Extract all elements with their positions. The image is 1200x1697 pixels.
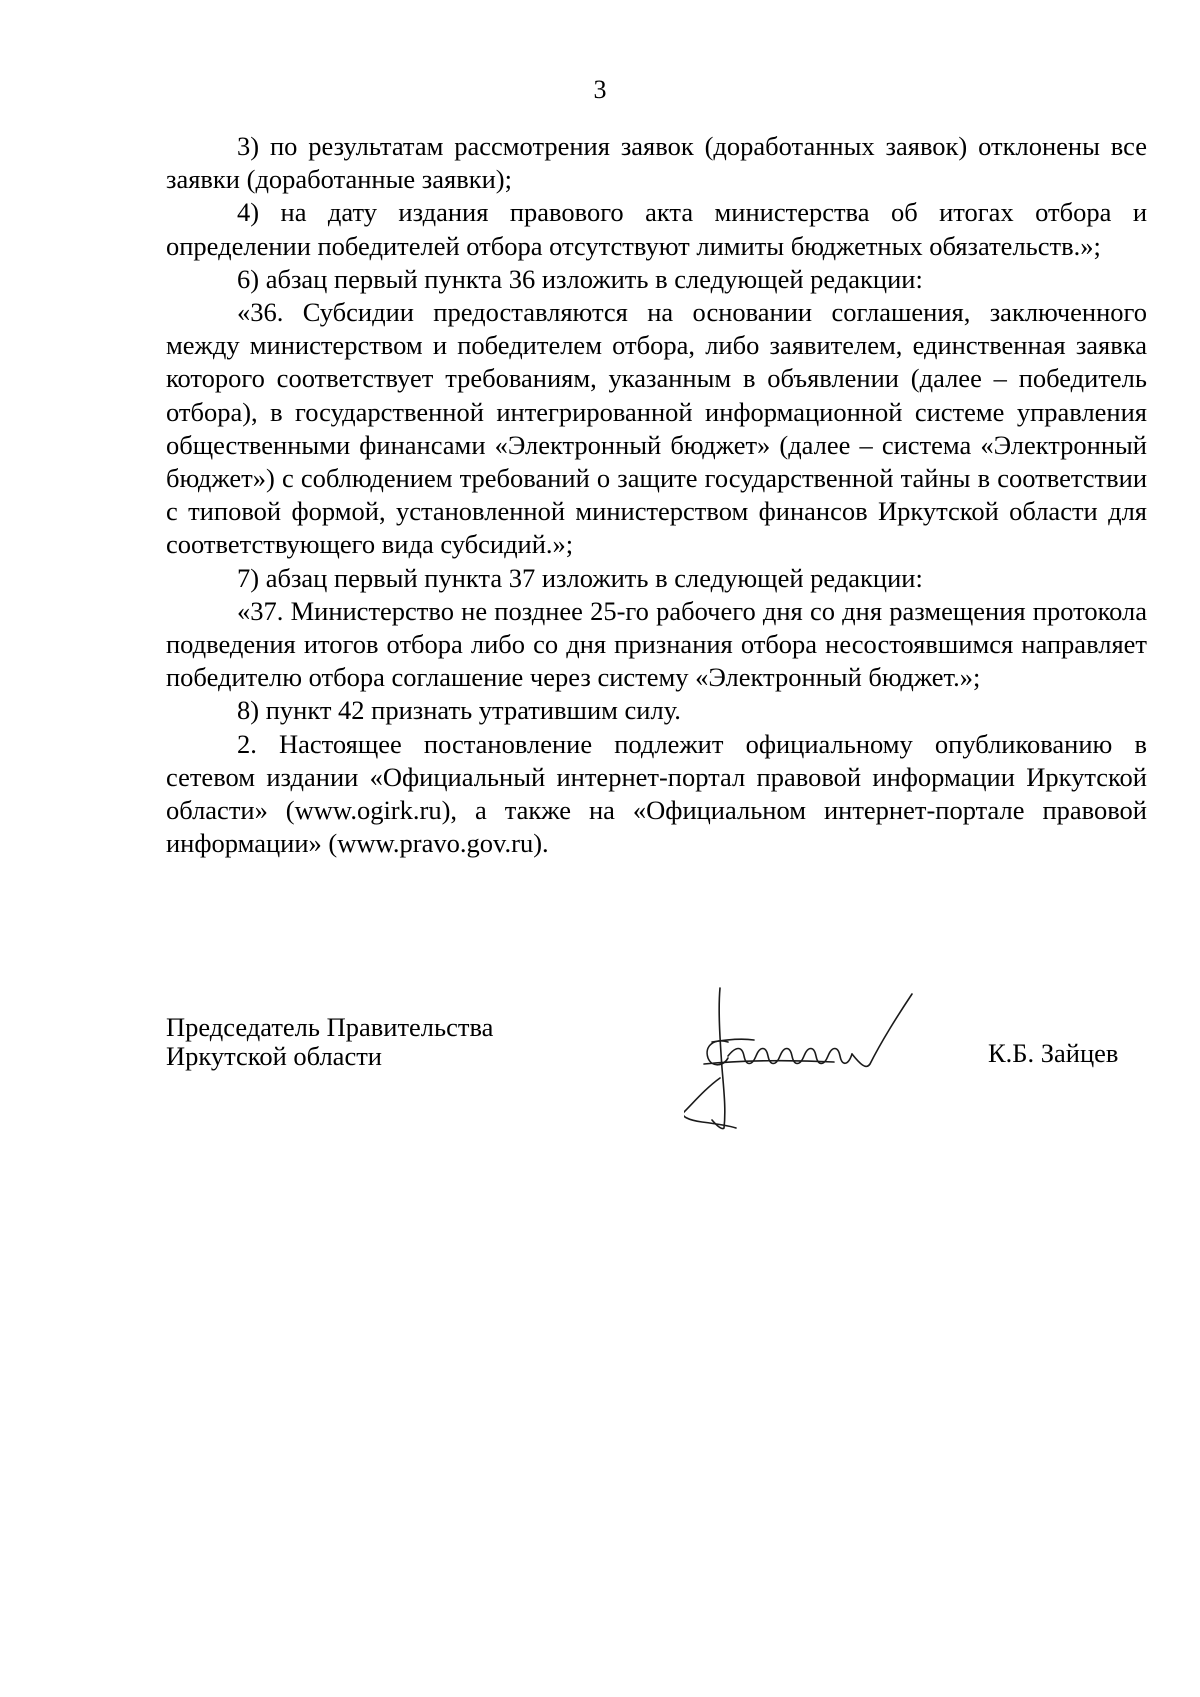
signatory-position: [166, 1013, 493, 1071]
paragraph-publication: 2. Настоящее постановление подлежит официальному опубликованию в сетевом издании «Официальный интернет-портал правовой информации Иркутской области» (www.ogirk.ru), а также на «Официальном интернет-портале правовой информации» (www.pravo.gov.ru).: [166, 728, 1147, 859]
paragraph-item-3: 3) по результатам рассмотрения заявок (доработанных заявок) отклонены все заявки (доработанные заявки);: [166, 131, 1147, 195]
paragraph-item-8: 8) пункт 42 признать утратившим силу.: [237, 695, 681, 726]
handwritten-signature: [684, 980, 954, 1130]
paragraph-item-4: 4) на дату издания правового акта министерства об итогах отбора и определении победителей отбора отсутствуют лимиты бюджетных обязательств.»;: [166, 197, 1147, 261]
page-number: 3: [593, 75, 607, 104]
paragraph-amend-37: 7) абзац первый пункта 37 изложить в следующей редакции:: [237, 562, 923, 593]
paragraph-text-37: «37. Министерство не позднее 25-го рабочего дня со дня размещения протокола подведения итогов отбора либо со дня признания отбора несостоявшимся направляет победителю отбора соглашение через систему «Электронный бюджет.»;: [166, 595, 1147, 693]
signatory-name: К.Б. Зайцев: [988, 1038, 1119, 1068]
paragraph-text-36: «36. Субсидии предоставляются на основании соглашения, заключенного между министерством и победителем отбора, либо заявителем, единственная заявка которого соответствует требованиям, указанным в объявлении (далее – победитель отбора), в государственной интегрированной информационной системе управления общественными финансами «Электронный бюджет» (далее – система «Электронный бюджет») с соблюдением требований о защите государственной тайны в соответствии с типовой формой, установленной министерством финансов Иркутской области для соответствующего вида субсидий.»;: [166, 297, 1147, 560]
signatory-position-line-1: Председатель Правительства: [166, 1012, 494, 1042]
signatory-position-line-2: Иркутской области: [166, 1041, 382, 1071]
paragraph-amend-36: 6) абзац первый пункта 36 изложить в следующей редакции:: [237, 263, 923, 294]
document-body: [166, 130, 1147, 860]
